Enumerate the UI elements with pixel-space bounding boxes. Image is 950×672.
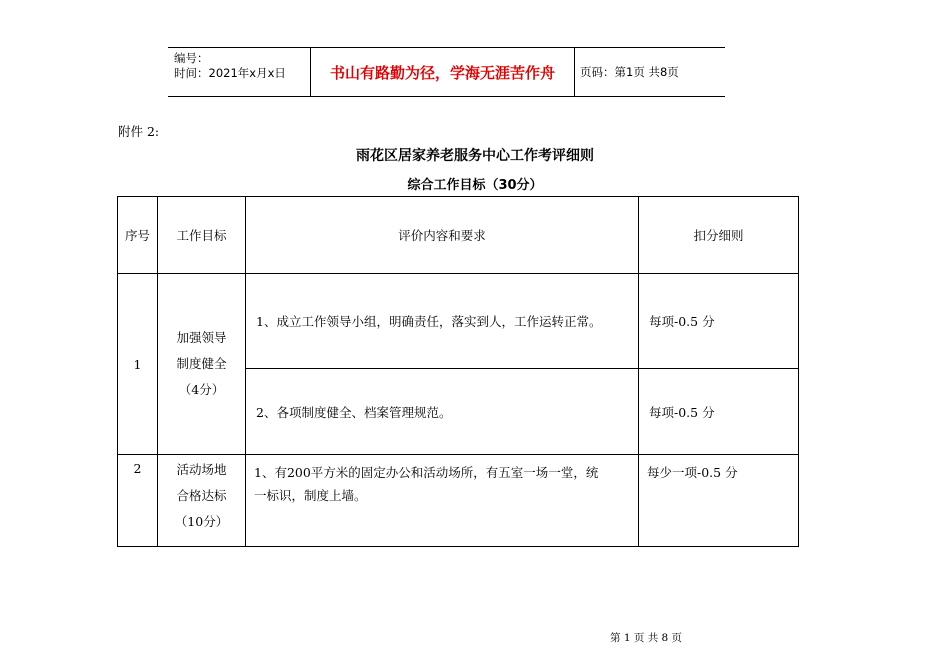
row-target — [158, 455, 246, 547]
header-cell-number: 序号 — [118, 197, 158, 274]
row-content: 1、成立工作领导小组，明确责任，落实到人，工作运转正常。 — [246, 274, 639, 369]
row-content — [246, 455, 639, 547]
header-cell-content: 评价内容和要求 — [246, 197, 639, 274]
row-deduction: 每少一项-0.5 分 — [639, 455, 799, 547]
row-content: 2、各项制度健全、档案管理规范。 — [246, 369, 639, 455]
header-cell-target: 工作目标 — [158, 197, 246, 274]
content-line: 一标识，制度上墙。 — [254, 488, 367, 503]
row-target — [158, 274, 246, 455]
document-title: 雨花区居家养老服务中心工作考评细则 — [356, 148, 594, 164]
time-label: 时间：2021年x月x日 — [174, 66, 286, 80]
row-deduction: 每项-0.5 分 — [639, 369, 799, 455]
target-line: 活动场地 — [176, 462, 227, 477]
table-row — [118, 455, 799, 547]
page-header — [168, 47, 725, 97]
table-row — [118, 274, 799, 369]
header-slogan: 书山有路勤为径，学海无涯苦作舟 — [310, 48, 575, 96]
row-number: 2 — [118, 455, 158, 547]
target-line: （4分） — [178, 382, 225, 397]
target-line: （10分） — [174, 514, 229, 529]
header-cell-deduction: 扣分细则 — [639, 197, 799, 274]
header-page-info: 页码：第1页 共8页 — [580, 65, 679, 79]
evaluation-table — [117, 196, 799, 547]
target-line: 制度健全 — [176, 356, 227, 371]
attachment-label: 附件 2: — [118, 124, 160, 139]
table-header-row — [118, 197, 799, 274]
row-deduction: 每项-0.5 分 — [639, 274, 799, 369]
row-number: 1 — [118, 274, 158, 455]
target-line: 加强领导 — [176, 330, 227, 345]
page-footer: 第 1 页 共 8 页 — [610, 632, 683, 644]
target-line: 合格达标 — [176, 488, 227, 503]
content-line: 1、有200平方米的固定办公和活动场所，有五室一场一堂，统 — [254, 465, 599, 480]
number-label: 编号： — [174, 51, 209, 65]
header-meta — [174, 51, 286, 81]
document-subtitle: 综合工作目标（30分） — [407, 178, 543, 193]
